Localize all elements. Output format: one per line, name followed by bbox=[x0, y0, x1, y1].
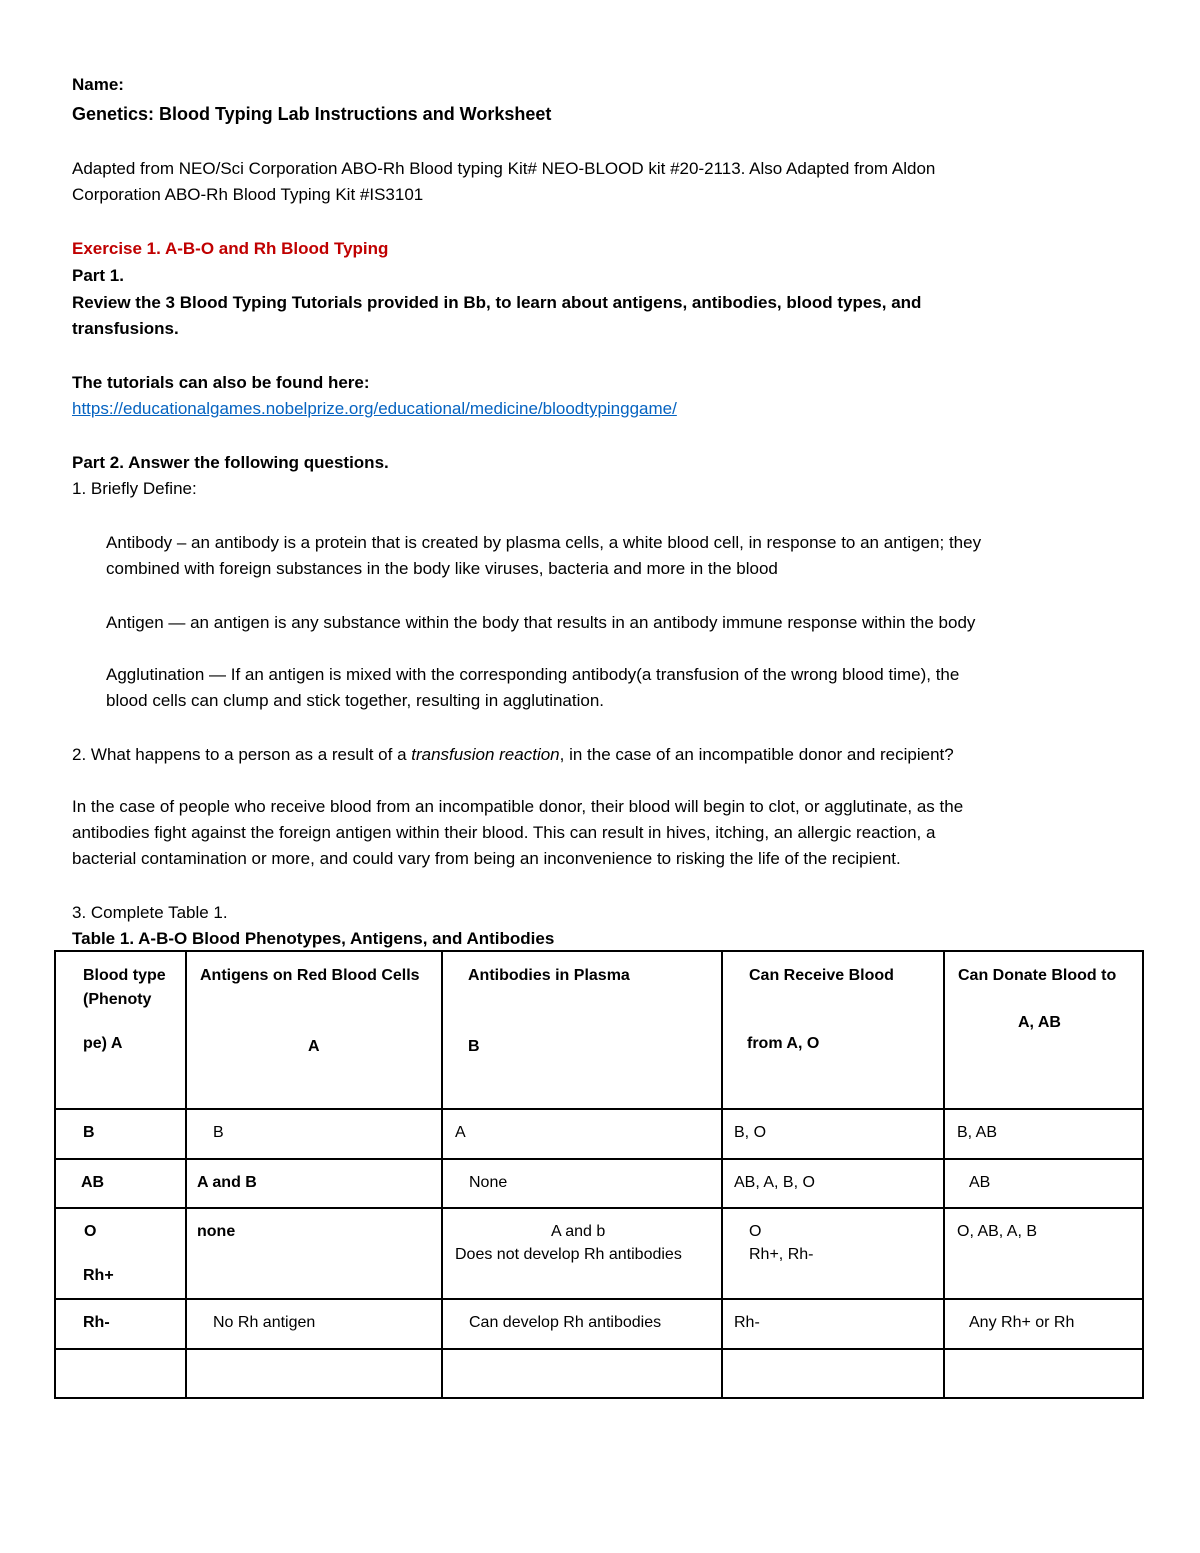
row-rhneg-receive-text: Rh- bbox=[734, 1314, 760, 1331]
row-rhneg-antigens bbox=[186, 1299, 442, 1349]
table-row-ab bbox=[55, 1159, 1143, 1208]
row-o-phenotype bbox=[55, 1208, 186, 1299]
row-rhneg-donate bbox=[944, 1299, 1143, 1349]
row-ab-donate-text: AB bbox=[969, 1174, 991, 1191]
question-2-term: transfusion reaction bbox=[411, 745, 560, 764]
empty-cell[interactable] bbox=[722, 1349, 944, 1398]
header-cell-antibodies bbox=[442, 951, 722, 1109]
question-1: 1. Briefly Define: bbox=[72, 479, 197, 498]
agglutination-definition-line-1 bbox=[106, 664, 959, 686]
row-o-receive-text: O bbox=[749, 1223, 762, 1240]
row-b-donate bbox=[944, 1109, 1143, 1159]
row-o-phenotype-text: O bbox=[84, 1223, 97, 1240]
table-header-row bbox=[55, 951, 1143, 1109]
row-b-receive-text: B, O bbox=[734, 1124, 767, 1141]
table-row-b bbox=[55, 1109, 1143, 1159]
empty-cell[interactable] bbox=[55, 1349, 186, 1398]
row-o-antigens bbox=[186, 1208, 442, 1299]
adapted-line-2: Corporation ABO-Rh Blood Typing Kit #IS3101 bbox=[72, 185, 424, 204]
header-antibodies-value: B bbox=[468, 1038, 480, 1055]
row-rhneg-receive bbox=[722, 1299, 944, 1349]
table-caption: Table 1. A-B-O Blood Phenotypes, Antigens, and Antibodies bbox=[72, 929, 555, 948]
row-o-receive bbox=[722, 1208, 944, 1299]
part2-label: Part 2. Answer the following questions. bbox=[72, 453, 389, 472]
header-can-donate-label: Can Donate Blood to bbox=[958, 967, 1117, 984]
question-3: 3. Complete Table 1. bbox=[72, 903, 228, 922]
agglutination-text: If an antigen is mixed with the corresponding antibody(a transfusion of the wrong blood time), the bbox=[230, 665, 960, 684]
header-antibodies-label: Antibodies in Plasma bbox=[468, 967, 630, 984]
row-o-rh-receive-text: Rh+, Rh- bbox=[749, 1246, 814, 1263]
row-b-antigens-text: B bbox=[213, 1124, 224, 1141]
tutorials-link[interactable]: https://educationalgames.nobelprize.org/educational/medicine/bloodtypinggame/ bbox=[72, 399, 677, 418]
row-o-antibodies bbox=[442, 1208, 722, 1299]
table-row-o bbox=[55, 1208, 1143, 1299]
empty-cell[interactable] bbox=[186, 1349, 442, 1398]
row-rhneg-phenotype bbox=[55, 1299, 186, 1349]
header-cell-blood-type bbox=[55, 951, 186, 1109]
name-label: Name: bbox=[72, 75, 124, 94]
header-blood-type-line-3: pe) A bbox=[83, 1035, 123, 1052]
agglutination-definition-line-2: blood cells can clump and stick together, resulting in agglutination. bbox=[106, 691, 605, 710]
exercise-heading: Exercise 1. A-B-O and Rh Blood Typing bbox=[72, 239, 389, 258]
header-cell-antigens bbox=[186, 951, 442, 1109]
answer-2-line-3: bacterial contamination or more, and could vary from being an inconvenience to risking the life of the recipient. bbox=[72, 849, 901, 868]
empty-cell[interactable] bbox=[944, 1349, 1143, 1398]
row-b-antibodies-text: A bbox=[455, 1124, 466, 1141]
review-line-1: Review the 3 Blood Typing Tutorials provided in Bb, to learn about antigens, antibodies, blood types, and bbox=[72, 293, 922, 312]
page-title: Genetics: Blood Typing Lab Instructions and Worksheet bbox=[72, 104, 552, 124]
header-antigens-label: Antigens on Red Blood Cells bbox=[200, 967, 420, 984]
row-rhneg-antigens-text: No Rh antigen bbox=[213, 1314, 316, 1331]
header-blood-type-line-1: Blood type bbox=[83, 967, 166, 984]
adapted-line-1: Adapted from NEO/Sci Corporation ABO-Rh Blood typing Kit# NEO-BLOOD kit #20-2113. Also Adapted from Aldon bbox=[72, 159, 936, 178]
part1-label: Part 1. bbox=[72, 266, 124, 285]
row-ab-antibodies-text: None bbox=[469, 1174, 508, 1191]
row-ab-antigens bbox=[186, 1159, 442, 1208]
row-b-phenotype-text: B bbox=[83, 1124, 95, 1141]
row-ab-receive bbox=[722, 1159, 944, 1208]
row-o-donate bbox=[944, 1208, 1143, 1299]
header-can-donate-value: A, AB bbox=[1018, 1014, 1061, 1031]
row-ab-antigens-text: A and B bbox=[197, 1174, 257, 1191]
row-o-antigens-text: none bbox=[197, 1223, 236, 1240]
row-rhneg-antibodies-text: Can develop Rh antibodies bbox=[469, 1314, 662, 1331]
agglutination-term: Agglutination — bbox=[106, 665, 231, 684]
row-b-receive bbox=[722, 1109, 944, 1159]
row-o-rh-antibodies-text: Does not develop Rh antibodies bbox=[455, 1246, 682, 1263]
row-ab-phenotype bbox=[55, 1159, 186, 1208]
header-can-receive-label: Can Receive Blood bbox=[749, 967, 894, 984]
question-2-text-end: , in the case of an incompatible donor and recipient? bbox=[559, 745, 954, 764]
header-blood-type-line-2: (Phenoty bbox=[83, 991, 152, 1008]
row-b-antigens bbox=[186, 1109, 442, 1159]
header-cell-can-donate bbox=[944, 951, 1143, 1109]
row-rhneg-antibodies bbox=[442, 1299, 722, 1349]
tutorials-label: The tutorials can also be found here: bbox=[72, 373, 370, 392]
review-line-2: transfusions. bbox=[72, 319, 179, 338]
antibody-definition-line-1: Antibody – an antibody is a protein that is created by plasma cells, a white blood cell, in response to an antigen; they bbox=[106, 533, 982, 552]
antibody-definition-line-2: combined with foreign substances in the body like viruses, bacteria and more in the blood bbox=[106, 559, 778, 578]
row-o-donate-text: O, AB, A, B bbox=[957, 1223, 1038, 1240]
row-ab-donate bbox=[944, 1159, 1143, 1208]
row-o-antibodies-text: A and b bbox=[551, 1223, 606, 1240]
header-can-receive-value: from A, O bbox=[747, 1035, 820, 1052]
question-2-text: 2. What happens to a person as a result of a bbox=[72, 745, 412, 764]
row-ab-receive-text: AB, A, B, O bbox=[734, 1174, 815, 1191]
row-ab-phenotype-text: AB bbox=[81, 1174, 105, 1191]
row-b-phenotype bbox=[55, 1109, 186, 1159]
antigen-definition: Antigen — an antigen is any substance within the body that results in an antibody immune response within the body bbox=[106, 613, 976, 632]
table-row-rh-negative bbox=[55, 1299, 1143, 1349]
question-2 bbox=[72, 744, 954, 766]
header-cell-can-receive bbox=[722, 951, 944, 1109]
row-b-donate-text: B, AB bbox=[957, 1124, 998, 1141]
empty-cell[interactable] bbox=[442, 1349, 722, 1398]
table-row-empty bbox=[55, 1349, 1143, 1398]
answer-2-line-1: In the case of people who receive blood from an incompatible donor, their blood will begin to clot, or agglutinate, as the bbox=[72, 797, 964, 816]
header-antigens-value: A bbox=[308, 1038, 320, 1055]
row-b-antibodies bbox=[442, 1109, 722, 1159]
row-o-rh-text: Rh+ bbox=[83, 1267, 114, 1284]
row-ab-antibodies bbox=[442, 1159, 722, 1208]
row-rhneg-phenotype-text: Rh- bbox=[83, 1314, 110, 1331]
answer-2-line-2: antibodies fight against the foreign antigen within their blood. This can result in hives, itching, an allergic reaction, a bbox=[72, 823, 936, 842]
blood-type-table bbox=[54, 950, 1144, 1399]
row-rhneg-donate-text: Any Rh+ or Rh bbox=[969, 1314, 1075, 1331]
